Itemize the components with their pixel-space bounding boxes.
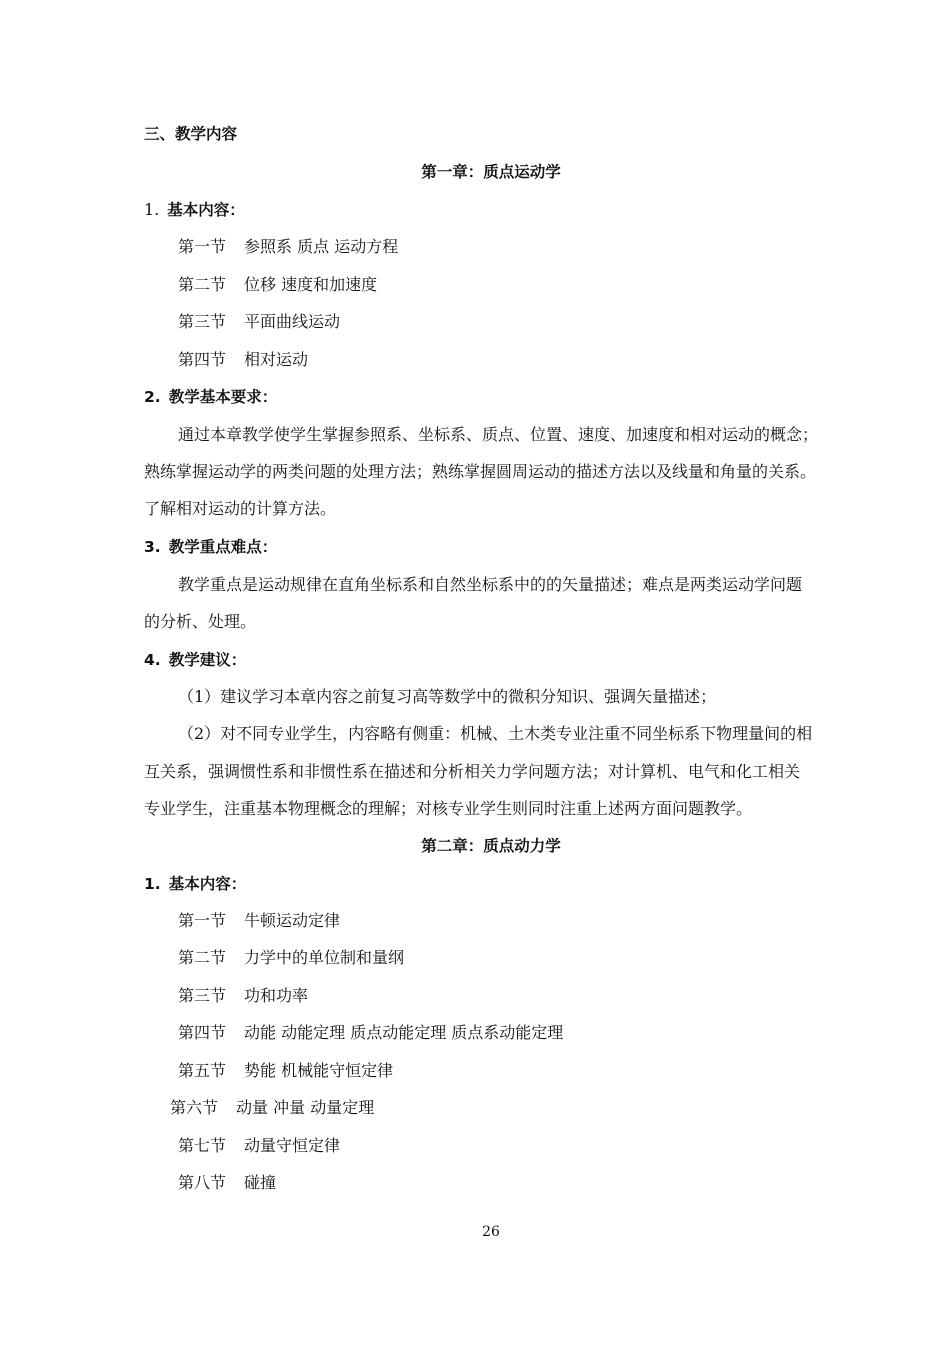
ch1-basic-number: 1. bbox=[144, 200, 160, 219]
chapter2-title: 第二章：质点动力学 bbox=[421, 837, 561, 855]
section-label: 第三节 bbox=[178, 986, 227, 1005]
ch2-section-item bbox=[178, 1173, 276, 1193]
paragraph-line: 熟练掌握运动学的两类问题的处理方法；熟练掌握圆周运动的描述方法以及线量和角量的关系。 bbox=[144, 462, 817, 481]
ch1-basic-heading-text: 基本内容： bbox=[167, 201, 245, 219]
ch2-section-item bbox=[178, 1136, 340, 1156]
paragraph-line: 的分析、处理。 bbox=[144, 612, 257, 631]
paragraph-line: 了解相对运动的计算方法。 bbox=[144, 499, 337, 518]
ch2-basic-content-heading bbox=[144, 874, 246, 894]
paragraph-line: （2）对不同专业学生，内容略有侧重：机械、土木类专业注重不同坐标系下物理量间的相 bbox=[178, 724, 813, 743]
section-text: 相对运动 bbox=[244, 350, 309, 369]
chapter1-title: 第一章：质点运动学 bbox=[421, 163, 561, 181]
ch2-section-item bbox=[178, 948, 404, 968]
ch1-basic-content-heading bbox=[144, 200, 245, 220]
section-text: 参照系 质点 运动方程 bbox=[244, 237, 399, 256]
section-text: 功和功率 bbox=[244, 986, 309, 1005]
ch1-req-heading-text: 教学基本要求： bbox=[168, 388, 278, 406]
ch1-suggestions-heading bbox=[144, 650, 246, 670]
paragraph-line: 互关系，强调惯性系和非惯性系在描述和分析相关力学问题方法；对计算机、电气和化工相关 bbox=[144, 762, 801, 781]
ch2-section-item bbox=[178, 1023, 563, 1043]
section-label: 第八节 bbox=[178, 1173, 227, 1192]
ch1-requirements-heading bbox=[144, 387, 277, 407]
section-label: 第七节 bbox=[178, 1136, 227, 1155]
section-label: 第三节 bbox=[178, 312, 227, 331]
page-number: 26 bbox=[482, 1224, 500, 1240]
ch1-section-item bbox=[178, 275, 377, 295]
section-text: 碰撞 bbox=[244, 1173, 277, 1192]
section-text: 平面曲线运动 bbox=[244, 312, 341, 331]
paragraph-line: 通过本章教学使学生掌握参照系、坐标系、质点、位置、速度、加速度和相对运动的概念； bbox=[178, 425, 819, 444]
ch1-keypoints-heading bbox=[144, 537, 277, 557]
ch1-section-item bbox=[178, 312, 340, 332]
ch1-req-number: 2. bbox=[144, 388, 161, 406]
section-label: 第四节 bbox=[178, 350, 227, 369]
ch1-section-item bbox=[178, 237, 398, 257]
section-text: 力学中的单位制和量纲 bbox=[244, 948, 405, 967]
ch2-basic-heading-text: 基本内容： bbox=[168, 875, 247, 893]
section-label: 第一节 bbox=[178, 237, 227, 256]
paragraph-line: 专业学生，注重基本物理概念的理解；对核专业学生则同时注重上述两方面问题教学。 bbox=[144, 799, 753, 818]
section-label: 第六节 bbox=[170, 1098, 219, 1117]
ch1-key-heading-text: 教学重点难点： bbox=[168, 538, 278, 556]
section-heading: 三、教学内容 bbox=[144, 125, 238, 143]
ch2-basic-number: 1. bbox=[144, 875, 161, 893]
ch1-sugg-heading-text: 教学建议： bbox=[168, 651, 247, 669]
section-text: 牛顿运动定律 bbox=[244, 911, 341, 930]
section-label: 第一节 bbox=[178, 911, 227, 930]
section-label: 第二节 bbox=[178, 948, 227, 967]
paragraph-line: 教学重点是运动规律在直角坐标系和自然坐标系中的的矢量描述；难点是两类运动学问题 bbox=[178, 575, 803, 594]
ch2-section-item bbox=[178, 911, 340, 931]
ch2-section-item bbox=[178, 986, 308, 1006]
ch1-key-number: 3. bbox=[144, 538, 161, 556]
paragraph-line: （1）建议学习本章内容之前复习高等数学中的微积分知识、强调矢量描述； bbox=[178, 687, 717, 706]
ch2-section-item bbox=[170, 1098, 374, 1118]
section-text: 位移 速度和加速度 bbox=[244, 275, 378, 294]
ch2-section-item bbox=[178, 1061, 393, 1081]
ch1-sugg-number: 4. bbox=[144, 651, 161, 669]
ch1-section-item bbox=[178, 350, 308, 370]
section-label: 第二节 bbox=[178, 275, 227, 294]
section-text: 动量 冲量 动量定理 bbox=[236, 1098, 375, 1117]
section-label: 第五节 bbox=[178, 1061, 227, 1080]
section-label: 第四节 bbox=[178, 1023, 227, 1042]
section-text: 动量守恒定律 bbox=[244, 1136, 341, 1155]
section-text: 动能 动能定理 质点动能定理 质点系动能定理 bbox=[244, 1023, 564, 1042]
section-text: 势能 机械能守恒定律 bbox=[244, 1061, 394, 1080]
